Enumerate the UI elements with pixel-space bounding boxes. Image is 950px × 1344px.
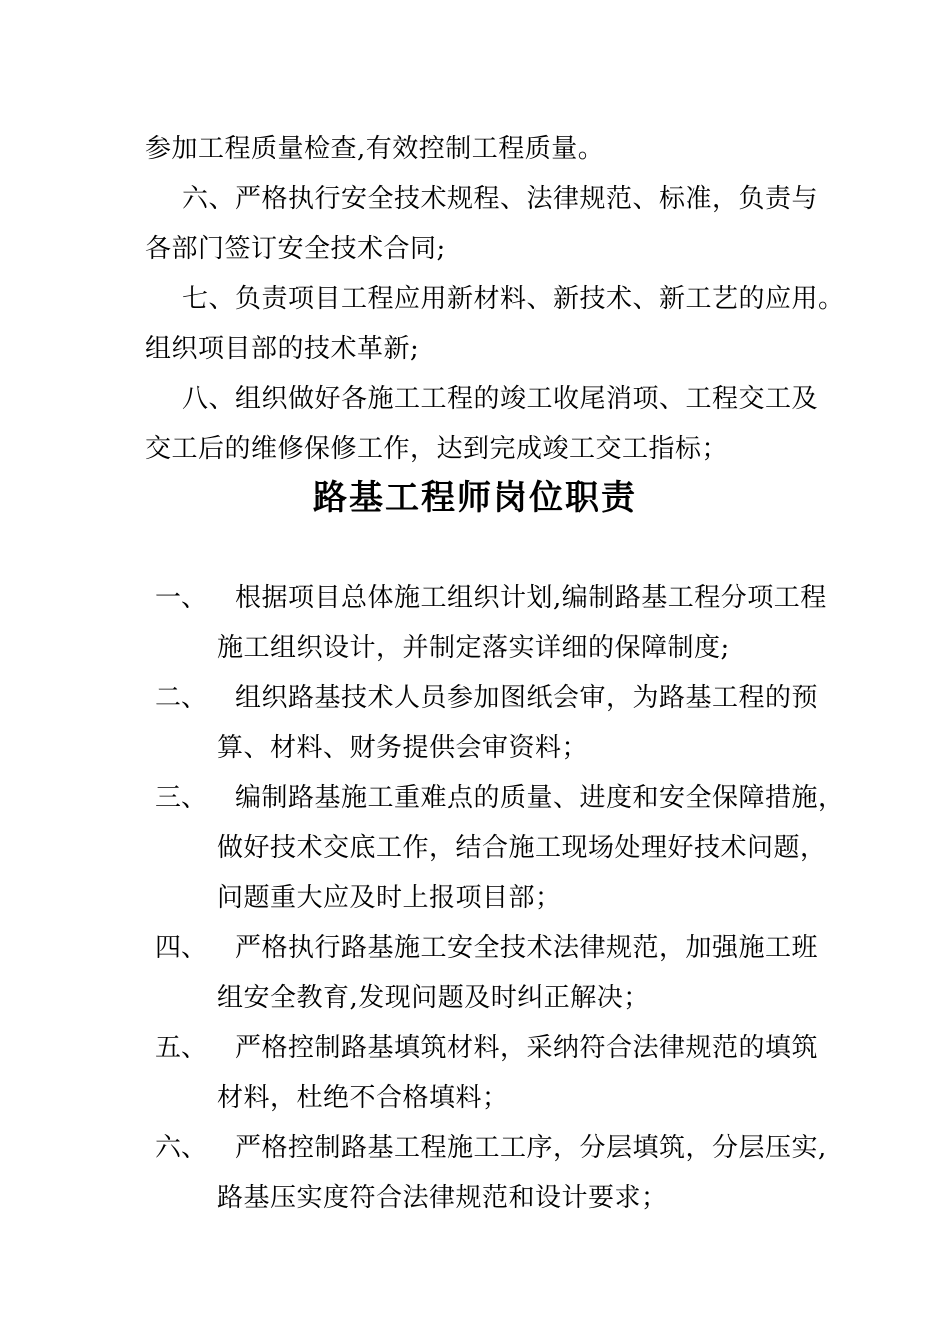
intro-line-5: 组织项目部的技术革新;	[145, 334, 420, 364]
item-4-line-2: 组安全教育,发现问题及时纠正解决；	[217, 983, 650, 1013]
section-title: 路基工程师岗位职责	[313, 478, 637, 518]
item-2-line-1: 组织路基技术人员参加图纸会审，为路基工程的预	[235, 683, 819, 713]
item-number-3: 三、	[155, 783, 208, 813]
item-number-2: 二、	[155, 683, 208, 713]
item-1-line-2: 施工组织设计，并制定落实详细的保障制度;	[217, 633, 730, 663]
item-number-1: 一、	[155, 583, 208, 613]
item-3-line-2: 做好技术交底工作，结合施工现场处理好技术问题，	[217, 833, 827, 863]
item-number-5: 五、	[155, 1033, 208, 1063]
item-2-line-2: 算、材料、财务提供会审资料；	[217, 733, 589, 763]
item-number-4: 四、	[155, 933, 208, 963]
intro-line-3: 各部门签订安全技术合同;	[145, 234, 446, 264]
item-3-line-1: 编制路基施工重难点的质量、进度和安全保障措施，	[235, 783, 845, 813]
item-1-line-1: 根据项目总体施工组织计划,编制路基工程分项工程	[235, 583, 827, 613]
intro-line-6: 八、组织做好各施工工程的竣工收尾消项、工程交工及	[182, 384, 819, 414]
item-5-line-1: 严格控制路基填筑材料，采纳符合法律规范的填筑	[235, 1033, 819, 1063]
item-6-line-2: 路基压实度符合法律规范和设计要求；	[217, 1183, 668, 1213]
item-4-line-1: 严格执行路基施工安全技术法律规范，加强施工班	[235, 933, 819, 963]
intro-line-7: 交工后的维修保修工作，达到完成竣工交工指标；	[145, 434, 729, 464]
item-number-6: 六、	[155, 1133, 208, 1163]
item-5-line-2: 材料，杜绝不合格填料；	[217, 1083, 509, 1113]
intro-line-1: 参加工程质量检查,有效控制工程质量。	[145, 134, 605, 164]
intro-line-4: 七、负责项目工程应用新材料、新技术、新工艺的应用。	[182, 284, 845, 314]
item-6-line-1: 严格控制路基工程施工工序，分层填筑，分层压实,	[235, 1133, 827, 1163]
item-3-line-3: 问题重大应及时上报项目部；	[217, 883, 562, 913]
intro-line-2: 六、严格执行安全技术规程、法律规范、标准，负责与	[182, 184, 819, 214]
